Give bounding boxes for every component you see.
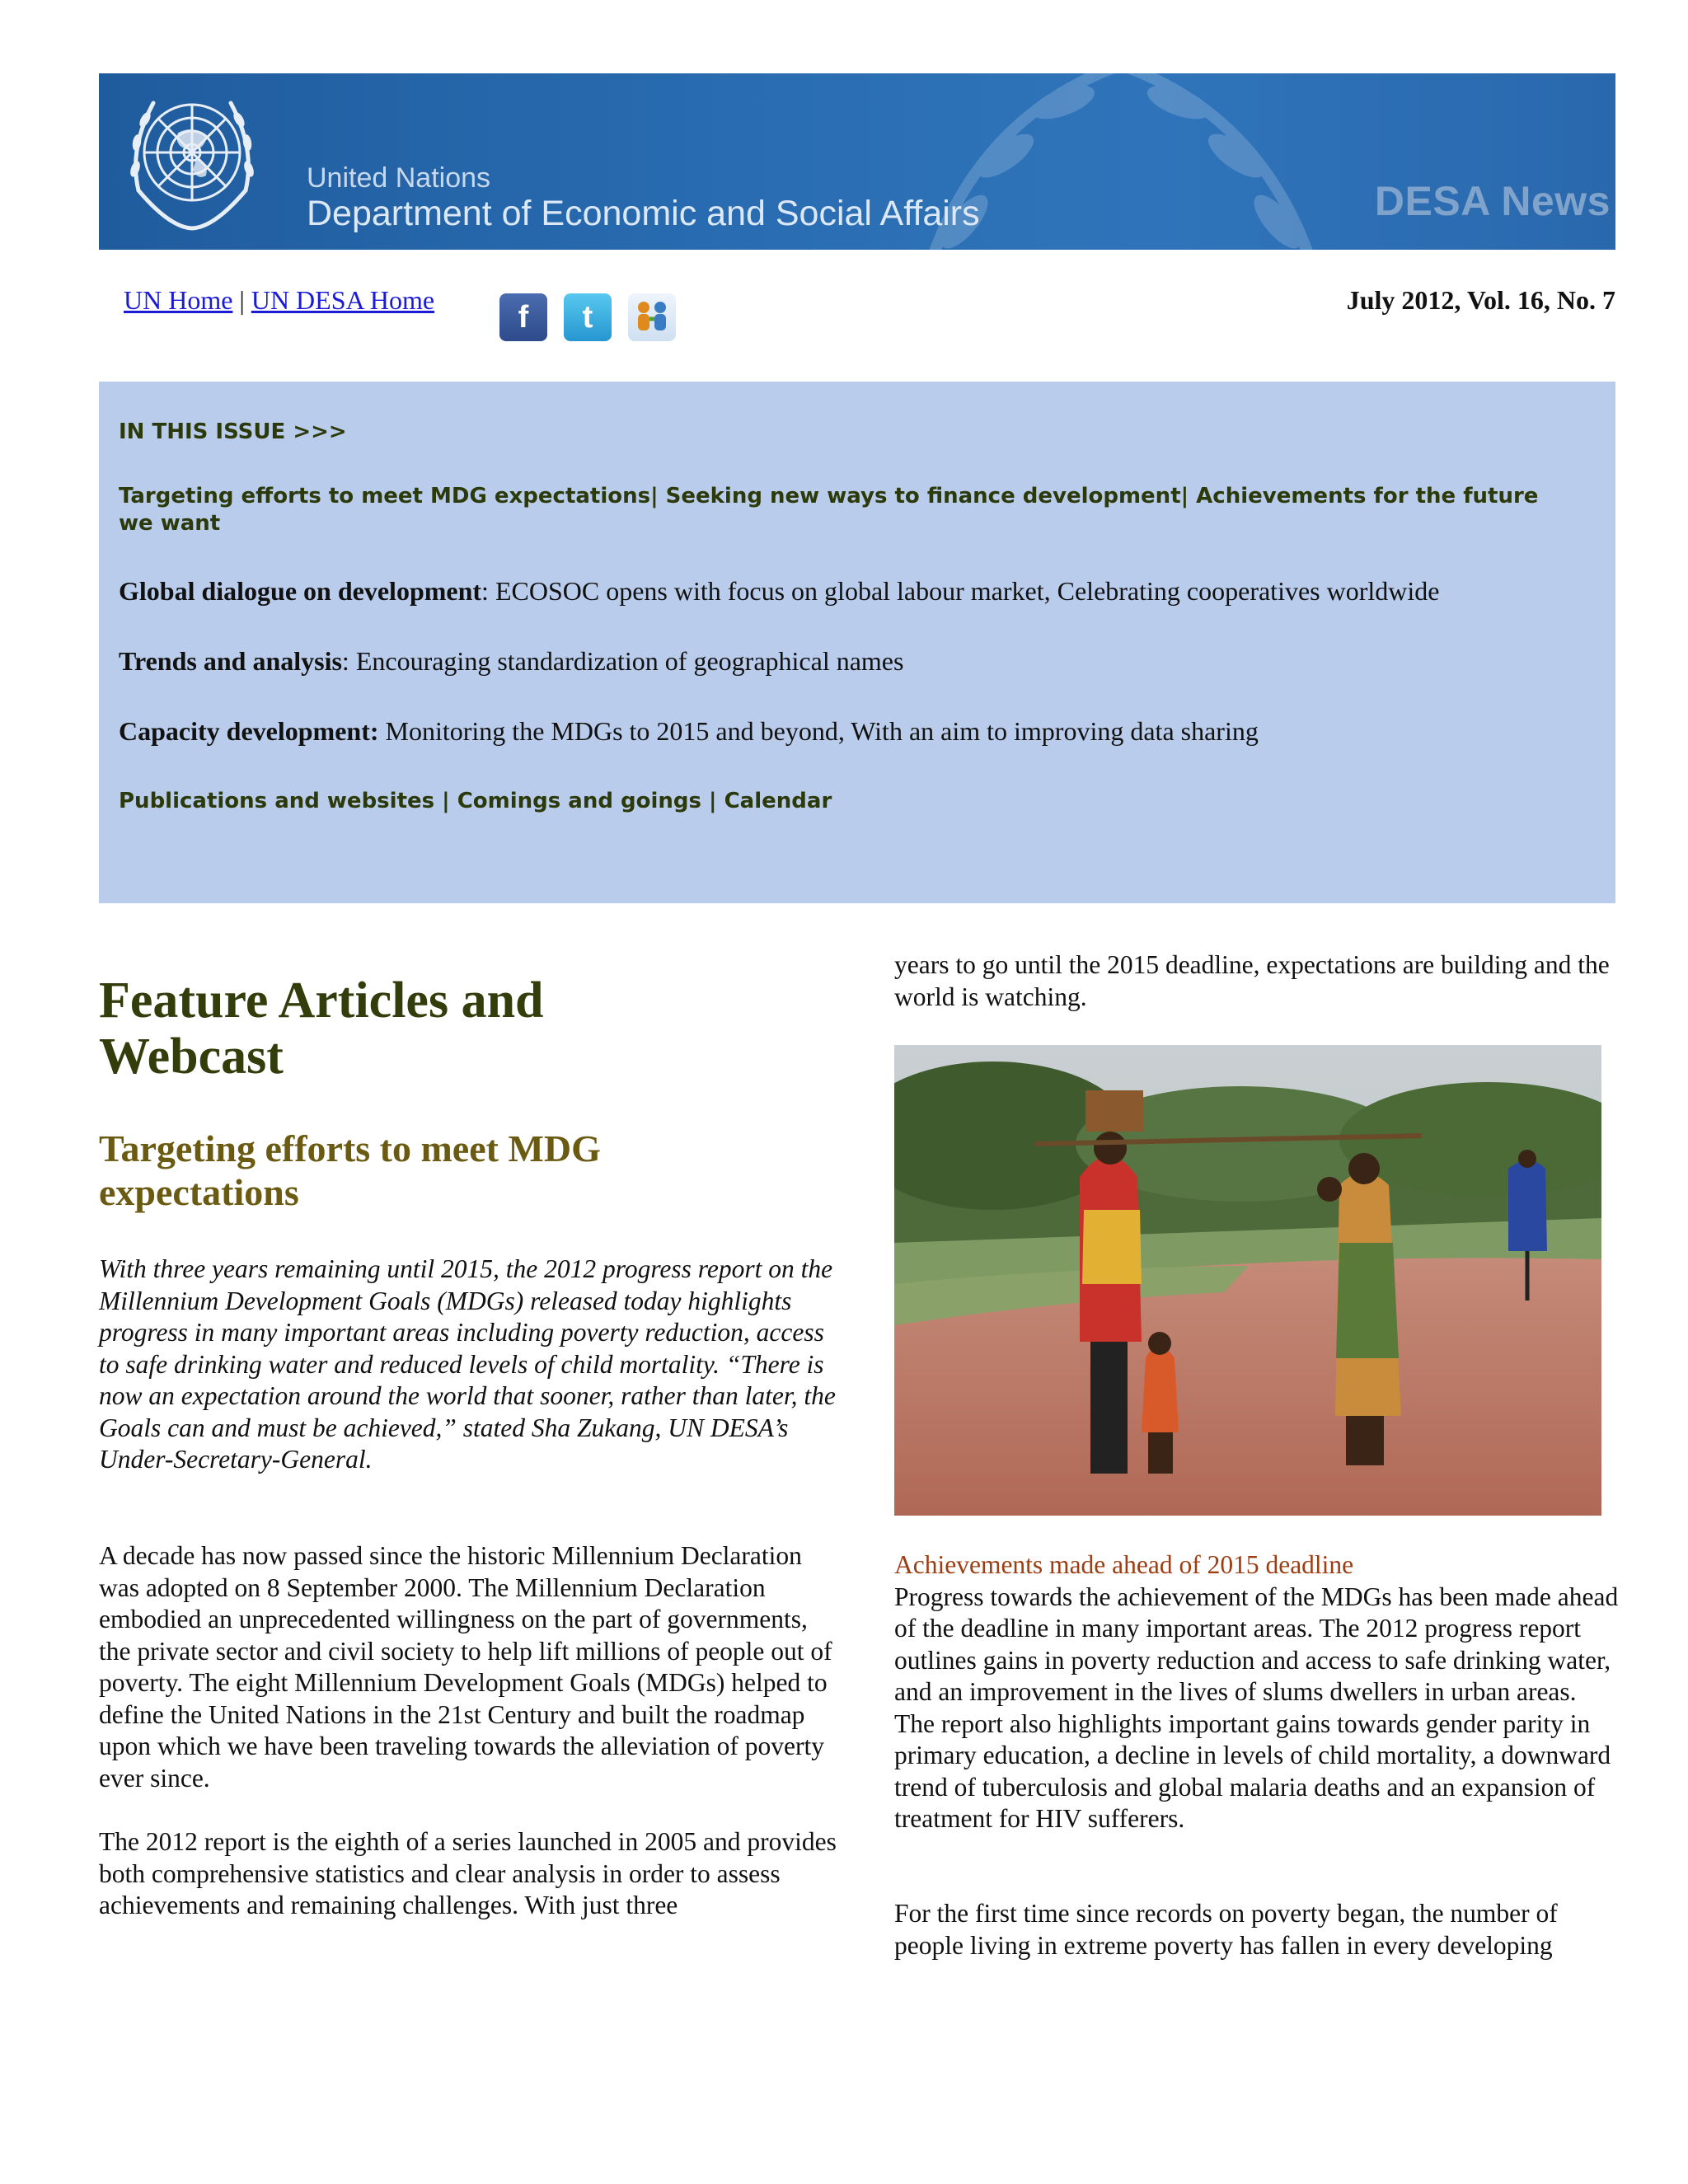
toc-trends-analysis[interactable]: Trends and analysis: Encouraging standardization of geographical names (119, 646, 904, 676)
un-emblem-icon (120, 83, 264, 237)
facebook-icon[interactable]: f (499, 293, 547, 341)
department-name: Department of Economic and Social Affairs (307, 194, 980, 233)
toc-capacity-development[interactable]: Capacity development: Monitoring the MDGs to 2015 and beyond, With an aim to improving data sharing (119, 716, 1259, 746)
un-desa-home-link[interactable]: UN DESA Home (251, 285, 435, 315)
article-title: Targeting efforts to meet MDG expectations (99, 1127, 601, 1213)
article-section (894, 1549, 1620, 1835)
toc-footer-links[interactable]: Publications and websites | Comings and goings | Calendar (119, 789, 832, 813)
toc-global-dialogue[interactable]: Global dialogue on development: ECOSOC opens with focus on global labour market, Celebrating cooperatives worldwide (119, 576, 1440, 606)
top-links (124, 285, 434, 316)
twitter-icon[interactable]: t (564, 293, 612, 341)
article-subheading: Achievements made ahead of 2015 deadline (894, 1550, 1354, 1579)
publication-name: DESA News (1374, 178, 1611, 224)
article-paragraph: A decade has now passed since the historic Millennium Declaration was adopted on 8 September 2000. The Millennium Declaration embodied an unprecedented willingness on the part of governments, the private sector and civil society to help lift millions of people out of poverty. The eight Millennium Development Goals (MDGs) helped to define the United Nations in the 21st Century and built the roadmap upon which we have been traveling towards the alleviation of poverty ever since. (99, 1541, 832, 1793)
header-banner (99, 73, 1615, 250)
un-home-link[interactable]: UN Home (124, 285, 233, 315)
article-paragraph: The 2012 report is the eighth of a series launched in 2005 and provides both comprehensive statistics and clear analysis in order to assess achievements and remaining challenges. With just three (99, 1827, 837, 1919)
issue-date: July 2012, Vol. 16, No. 7 (1346, 285, 1615, 315)
article-photo (894, 1045, 1601, 1516)
toc-heading: IN THIS ISSUE >>> (119, 419, 347, 444)
article-paragraph: years to go until the 2015 deadline, expectations are building and the world is watching. (894, 950, 1610, 1011)
article-lead: With three years remaining until 2015, the 2012 progress report on the Millennium Development Goals (MDGs) released today highlights progress in many important areas including poverty reduction, access to safe drinking water and reduced levels of child mortality. “There is now an expectation around the world that sooner, rather than later, the Goals can and must be achieved,” stated Sha Zukang, UN DESA’s Under-Secretary-General. (99, 1254, 836, 1474)
link-separator: | (239, 285, 245, 315)
org-name: United Nations (307, 162, 491, 194)
in-this-issue-box (99, 382, 1615, 903)
social-links (499, 293, 676, 341)
section-title: Feature Articles and Webcast (99, 972, 544, 1085)
toc-features-link-continued[interactable]: we want (119, 511, 221, 536)
share-icon[interactable] (628, 293, 676, 341)
share-people-icon (632, 298, 672, 337)
toc-features-link[interactable]: Targeting efforts to meet MDG expectations| Seeking new ways to finance development| Achievements for the future (119, 484, 1539, 509)
article-paragraph: Progress towards the achievement of the MDGs has been made ahead of the deadline in many important areas. The 2012 progress report outlines gains in poverty reduction and access to safe drinking water, and an improvement in the lives of slums dwellers in urban areas. The report also highlights important gains towards gender parity in primary education, a decline in levels of child mortality, a downward trend of tuberculosis and global malaria deaths and an expansion of treatment for HIV sufferers. (894, 1582, 1619, 1833)
article-paragraph: For the first time since records on poverty began, the number of people living in extreme poverty has fallen in every developing (894, 1899, 1558, 1960)
